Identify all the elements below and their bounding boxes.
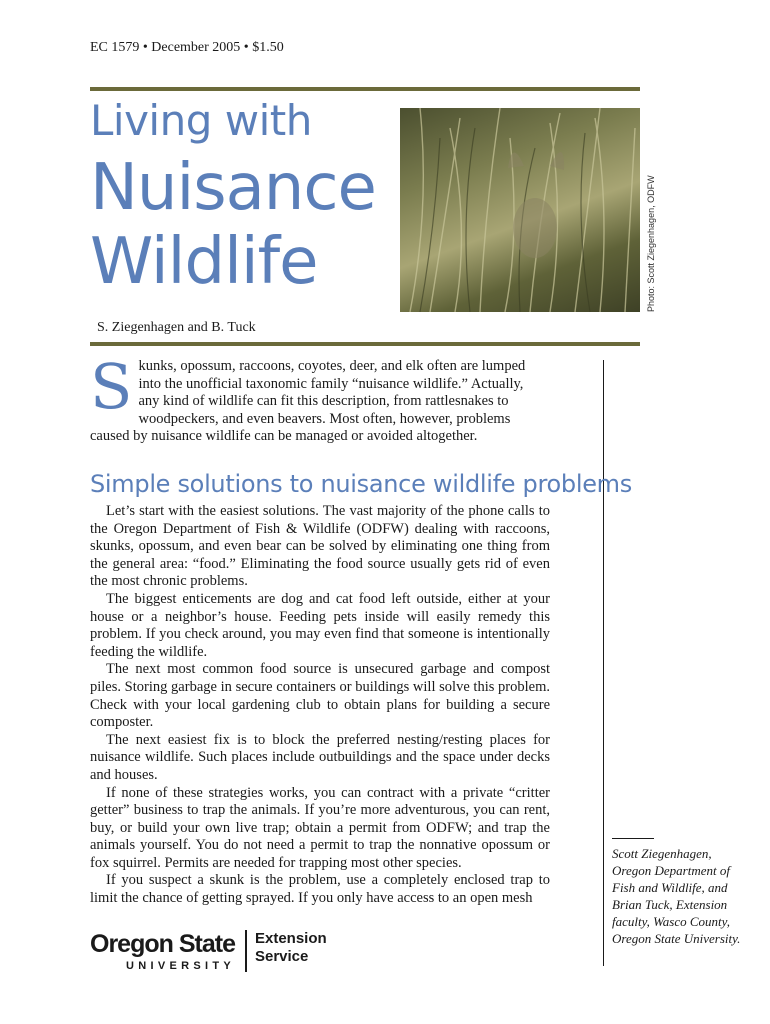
title-line-1: Living with [90, 96, 312, 145]
middle-rule [90, 342, 640, 346]
title-line-3: Wildlife [90, 225, 318, 299]
logo-name: Oregon State [90, 930, 235, 958]
sidebar-rule [612, 838, 654, 839]
intro-text: kunks, opossum, raccoons, coyotes, deer, and elk often are lumped into the unofficial taxonomic family “nuisance wildlife.” Actually, any kind of wildlife can fit this description, from rattlesnakes to woodpeckers, and even beavers. Most often, however, problems caused by nuisance wildlife can be managed or avoided altogether. [90, 358, 526, 445]
body-paragraph: The next most common food source is unsecured garbage and compost piles. Storing garbage in secure containers or buildings will solve this problem. Check with your local gardening club to obtain plans for building a secure composter. [90, 661, 550, 731]
top-rule [90, 87, 640, 91]
column-divider [603, 360, 604, 966]
osu-wordmark [90, 930, 247, 972]
drop-cap: S [90, 350, 133, 423]
author-note: Scott Ziegenhagen, Oregon Department of Fish and Wildlife, and Brian Tuck, Extension faculty, Wasco County, Oregon State University. [612, 846, 741, 946]
author-sidebar [612, 838, 742, 947]
logo-university: UNIVERSITY [125, 960, 235, 972]
osu-extension-logo [90, 930, 327, 972]
body-paragraph: Let’s start with the easiest solutions. The vast majority of the phone calls to the Oregon Department of Fish & Wildlife (ODFW) dealing with raccoons, skunks, opossum, and even bear can be solved by eliminating one thing from the general area: “food.” Eliminating the food source usually gets rid of even the most chronic problems. [90, 503, 550, 590]
deer-in-grass-photo [400, 108, 640, 312]
section-body [90, 503, 550, 908]
logo-service: Service [254, 948, 309, 965]
section-heading: Simple solutions to nuisance wildlife problems [90, 470, 632, 498]
extension-service-wordmark [247, 930, 327, 972]
intro-paragraph [90, 350, 530, 446]
body-paragraph: The next easiest fix is to block the preferred nesting/resting places for nuisance wildlife. Such places include outbuildings and the space under decks and houses. [90, 731, 550, 783]
authors: S. Ziegenhagen and B. Tuck [97, 320, 256, 335]
document-title [90, 96, 376, 299]
grass-illustration [400, 108, 640, 312]
title-line-2: Nuisance [90, 151, 376, 225]
logo-extension: Extension [254, 930, 327, 947]
photo-credit: Photo: Scott Ziegenhagen, ODFW [646, 175, 656, 312]
body-paragraph: The biggest enticements are dog and cat food left outside, either at your house or a neighbor’s house. Feeding pets inside will easily remedy this problem. If you check around, you may even find that someone is intentionally feeding the wildlife. [90, 590, 550, 660]
body-paragraph: If you suspect a skunk is the problem, use a completely enclosed trap to limit the chance of getting sprayed. If you only have access to an open mesh [90, 872, 550, 907]
body-paragraph: If none of these strategies works, you can contract with a private “critter getter” business to trap the animals. If you’re more adventurous, you can rent, buy, or build your own live trap; obtain a permit from ODFW; and trap the animals yourself. You do not need a permit to trap the nonnative opossum or fox squirrel. Permits are needed for trapping most other species. [90, 784, 550, 871]
publication-line: EC 1579 • December 2005 • $1.50 [90, 40, 284, 55]
